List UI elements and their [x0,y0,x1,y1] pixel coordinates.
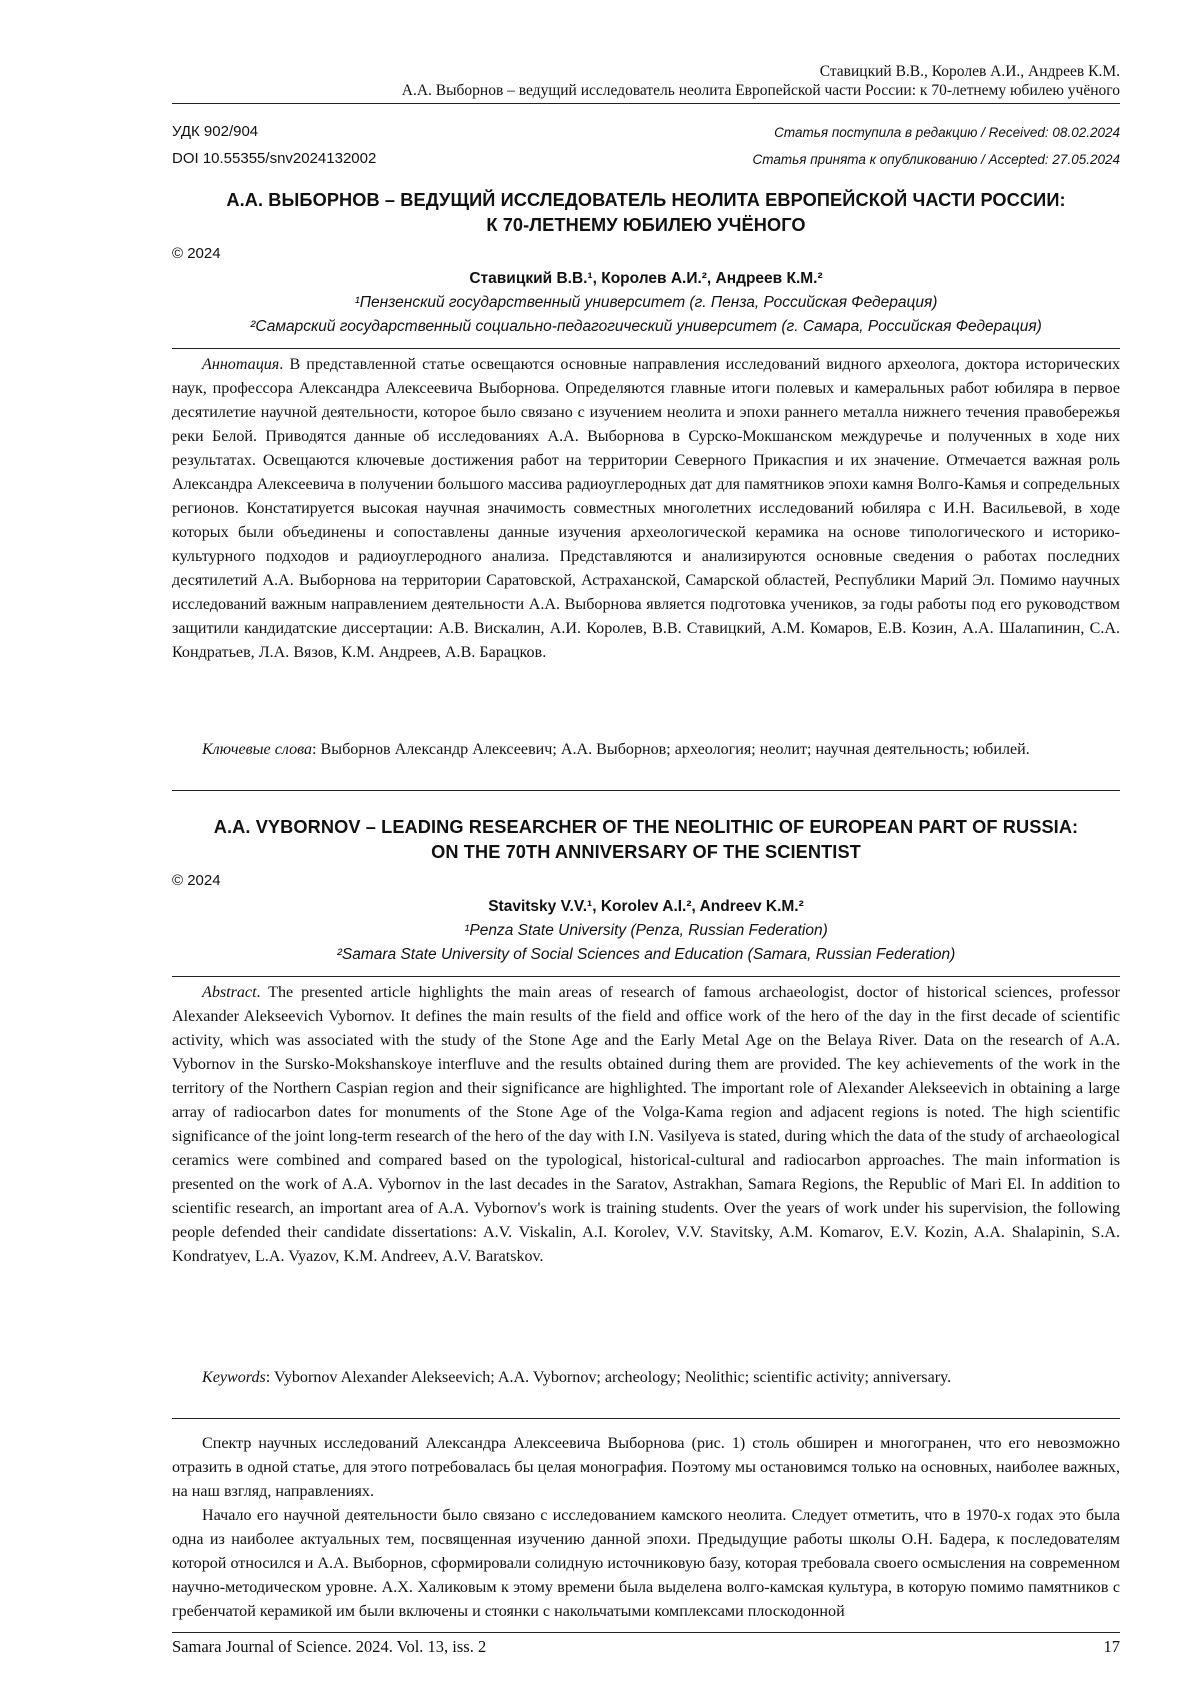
body-paragraph-1: Спектр научных исследований Александра Алексеевича Выборнова (рис. 1) столь обширен и многогранен, что его невозможно отразить в одной статье, для этого потребовалась бы целая монография. Поэтому мы остановимся только на основных, наиболее важных, на наш взгляд, направлениях. [172,1435,1120,1500]
abstract-ru [172,353,1120,665]
udk: УДК 902/904 [172,123,259,140]
abstract-en [172,981,1120,1269]
title-en [172,815,1120,865]
header-divider [172,103,1120,104]
body-paragraph-2: Начало его научной деятельности было связано с исследованием камского неолита. Следует отметить, что в 1970-х годах это была одна из наиболее актуальных тем, посвященная изучению данной эпохи. Предыдущие работы школы О.Н. Бадера, к последователям которой относился и А.А. Выборнов, сформировали солидную источниковую базу, которая требовала своего осмысления на современном научно-методическом уровне. А.Х. Халиковым к этому времени была выделена волго-камская культура, в которую помимо памятников с гребенчатой керамикой им были включены и стоянки с накольчатыми комплексами плоскодонной [172,1507,1120,1620]
copyright-ru: © 2024 [172,245,221,262]
title-ru-line-2: К 70-ЛЕТНЕМУ ЮБИЛЕЮ УЧЁНОГО [486,215,806,235]
received-date: Статья поступила в редакцию / Received: 08.02.2024 [774,125,1120,140]
abstract-ru-bottom-rule [172,790,1120,791]
abstract-ru-text: . В представленной статье освещаются основные направления исследований видного археолога, доктора исторических наук, профессора Александра Алексеевича Выборнова. Определяются главные итоги полевых и камеральных работ юбиляра в первое десятилетие научной деятельности, которое было связано с изучением неолита и эпохи раннего металла нижнего течения правобережья реки Белой. Приводятся данные об исследованиях А.А. Выборнова в Сурско-Мокшанском междуречье и полученных в ходе них результатах. Освещаются ключевые достижения работ на территории Северного Прикаспия и их значение. Отмечается важная роль Александра Алексеевича в получении большого массива радиоуглеродных дат для памятников эпохи камня Волго-Камья и сопредельных регионов. Констатируется высокая научная значимость совместных многолетних исследований юбиляра с И.Н. Васильевой, в ходе которых были объединены и сопоставлены данные изучения археологической керамика на основе типологического и историко-культурного подходов и радиоуглеродного анализа. Представляются и анализируются основные сведения о работах последних десятилетий А.А. Выборнова на территории Саратовской, Астраханской, Самарской областей, Республики Марий Эл. Помимо научных исследований важным направлением деятельности А.А. Выборнова является подготовка учеников, за годы работы под его руководством защитили кандидатские диссертации: А.В. Вискалин, А.И. Королев, В.В. Ставицкий, А.М. Комаров, Е.В. Козин, А.А. Шалапинин, С.А. Кондратьев, Л.А. Вязов, К.М. Андреев, А.В. Барацков. [172,356,1120,661]
affiliation-ru-1: ¹Пензенский государственный университет (г. Пенза, Российская Федерация) [354,294,938,311]
abstract-en-label: Abstract [202,984,257,1001]
keywords-ru-label: Ключевые слова [202,741,313,758]
doi: DOI 10.55355/snv2024132002 [172,150,377,167]
abstract-en-top-rule [172,976,1120,977]
title-ru [172,188,1120,238]
affiliation-en-1: ¹Penza State University (Penza, Russian Federation) [464,922,828,939]
copyright-en: © 2024 [172,872,221,889]
keywords-en [172,1366,1120,1390]
authors-ru: Ставицкий В.В.¹, Королев А.И.², Андреев К.М.² [469,270,823,287]
abstract-en-bottom-rule [172,1418,1120,1419]
accepted-date: Статья принята к опубликованию / Accepted: 27.05.2024 [752,152,1120,167]
abstract-ru-label: Аннотация [202,356,280,373]
running-head-title: А.А. Выборнов – ведущий исследователь неолита Европейской части России: к 70-летнему юбилею учёного [401,82,1120,99]
page-number: 17 [1103,1637,1120,1656]
keywords-en-label: Keywords [202,1369,266,1386]
abstract-ru-top-rule [172,348,1120,349]
abstract-en-text: . The presented article highlights the main areas of research of famous archaeologist, doctor of historical sciences, professor Alexander Alekseevich Vybornov. It defines the main results of the field and office work of the hero of the day in the first decade of scientific activity, which was associated with the study of the Stone Age and the Early Metal Age on the Belaya River. Data on the research of A.A. Vybornov in the Sursko-Mokshanskoye interfluve and the results obtained during them are provided. The key achievements of the work in the territory of the Northern Caspian region and their significance are highlighted. The important role of Alexander Alekseevich in obtaining a large array of radiocarbon dates for monuments of the Stone Age of the Volga-Kama region and adjacent regions is noted. The high scientific significance of the joint long-term research of the hero of the day with I.N. Vasilyeva is stated, during which the data of the study of archaeological ceramics were combined and compared based on the typological, historical-cultural and radiocarbon approaches. The main information is presented on the work of A.A. Vybornov in the last decades in the Saratov, Astrakhan, Samara Regions, the Republic of Mari El. In addition to scientific research, an important area of A.A. Vybornov's work is training students. Over the years of work under his supervision, the following people defended their candidate dissertations: A.V. Viskalin, A.I. Korolev, V.V. Stavitsky, A.M. Komarov, E.V. Kozin, A.A. Shalapinin, S.A. Kondratyev, L.A. Vyazov, K.M. Andreev, A.V. Baratskov. [172,984,1120,1265]
authors-en: Stavitsky V.V.¹, Korolev A.I.², Andreev K.M.² [488,898,804,915]
title-en-line-1: A.A. VYBORNOV – LEADING RESEARCHER OF THE NEOLITHIC OF EUROPEAN PART OF RUSSIA: [213,817,1079,837]
title-ru-line-1: А.А. ВЫБОРНОВ – ВЕДУЩИЙ ИССЛЕДОВАТЕЛЬ НЕОЛИТА ЕВРОПЕЙСКОЙ ЧАСТИ РОССИИ: [226,190,1066,210]
affiliation-ru-2: ²Самарский государственный социально-педагогический университет (г. Самара, Российская Федерация) [250,318,1042,335]
journal-citation: Samara Journal of Science. 2024. Vol. 13, iss. 2 [172,1637,487,1656]
footer-divider [172,1632,1120,1633]
running-head-authors: Ставицкий В.В., Королев А.И., Андреев К.М. [819,63,1120,80]
running-head [402,62,1120,100]
affiliation-en-2: ²Samara State University of Social Sciences and Education (Samara, Russian Federation) [336,946,956,963]
keywords-en-text: : Vybornov Alexander Alekseevich; A.A. Vybornov; archeology; Neolithic; scientific activity; anniversary. [265,1369,952,1386]
keywords-ru [172,738,1120,762]
keywords-ru-text: : Выборнов Александр Алексеевич; А.А. Выборнов; археология; неолит; научная деятельность; юбилей. [312,741,1030,758]
title-en-line-2: ON THE 70TH ANNIVERSARY OF THE SCIENTIST [431,842,861,862]
